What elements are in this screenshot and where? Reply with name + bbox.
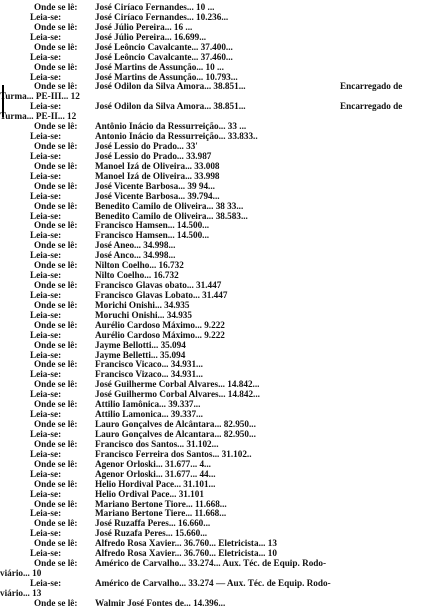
entry-label: Onde se lê: [34, 21, 78, 32]
list-item [0, 548, 439, 558]
entry-text: Américo de Carvalho... 33.274... Aux. Téc. de Equip. Rodo- [95, 558, 327, 569]
entry-text: Francisco Hamsen... 14.500... [95, 230, 210, 241]
list-item [0, 409, 439, 419]
entry-label: Onde se lê: [34, 180, 78, 191]
entry-text: José Lessio do Prado... 33.987 [95, 150, 212, 161]
entry-label: Leia-se: [30, 289, 62, 300]
entry-text: José Júlio Pereira... 16.699... [95, 31, 207, 42]
entry-text: Francisco Glavas obato... 31.447 [95, 280, 222, 291]
continuation-text: viário... 10 [0, 568, 42, 578]
entry-label: Onde se lê: [34, 141, 78, 152]
list-item [0, 141, 439, 151]
list-item [0, 81, 439, 91]
entry-text: José Leôncio Cavalcante... 37.400... [95, 41, 233, 52]
entry-text: José Leôncio Cavalcante... 37.460... [95, 51, 233, 62]
entry-label: Onde se lê: [34, 597, 78, 608]
entry-text: Jayme Belletti... 35.094 [95, 349, 186, 360]
list-item [0, 111, 439, 121]
list-item [0, 439, 439, 449]
list-item [0, 369, 439, 379]
entry-text: José Vicente Barbosa... 39.794... [95, 190, 220, 201]
entry-label: Onde se lê: [34, 299, 78, 310]
entry-text: Attilio Iamônica... 39.337... [95, 399, 201, 410]
entry-text: Francisco Glavas Lobato... 31.447 [95, 289, 228, 300]
entry-label: Onde se lê: [34, 280, 78, 291]
list-item [0, 469, 439, 479]
entry-label: Leia-se: [30, 309, 62, 320]
entry-label: Leia-se: [30, 190, 62, 201]
list-item [0, 389, 439, 399]
list-item [0, 270, 439, 280]
entry-text: Aurélio Cardoso Máximo... 9.222 [95, 329, 225, 340]
entry-label: Leia-se: [30, 170, 62, 181]
list-item [0, 230, 439, 240]
margin-bracket [2, 95, 9, 117]
continuation-text: Turma... PE-III... 12 [0, 91, 80, 102]
entry-text: Helio Hordival Pace... 31.101... [95, 478, 216, 489]
entry-label: Leia-se: [30, 349, 62, 360]
entry-label: Leia-se: [30, 369, 62, 380]
list-item [0, 42, 439, 52]
entry-label: Onde se lê: [34, 41, 78, 52]
list-item [0, 290, 439, 300]
entry-text: Morichi Onishi... 34.935 [95, 299, 190, 310]
entry-text: José Ruzaffa Peres... 16.660... [95, 518, 211, 529]
entry-text: Moruchi Onishi... 34.935 [95, 309, 192, 320]
list-item [0, 588, 439, 598]
entry-label: Onde se lê: [34, 61, 78, 72]
document-page [0, 2, 439, 608]
list-item [0, 62, 439, 72]
continuation-text: viário... 13 [0, 587, 42, 598]
list-item [0, 32, 439, 42]
entry-label: Leia-se: [30, 508, 62, 519]
entry-label: Leia-se: [30, 329, 62, 340]
list-item [0, 429, 439, 439]
entry-label: Leia-se: [30, 488, 62, 499]
entry-label: Leia-se: [30, 131, 62, 142]
entry-text: José Júlio Pereira... 16 ... [95, 21, 193, 32]
entry-label: Leia-se: [30, 230, 62, 241]
entry-label: Onde se lê: [34, 538, 78, 549]
list-item [0, 379, 439, 389]
entry-text: Nilton Coelho... 16.732 [95, 260, 184, 271]
entry-text: Benedito Camilo de Oliveira... 38.583... [95, 210, 248, 221]
entry-label: Onde se lê: [34, 558, 78, 569]
entry-text: José Martins de Assunção... 10 ... [95, 61, 224, 72]
entry-label: Onde se lê: [34, 240, 78, 251]
list-item [0, 12, 439, 22]
entry-text: José Aneo... 34.998... [95, 240, 176, 251]
entry-label: Leia-se: [30, 250, 62, 261]
entry-label: Leia-se: [30, 428, 62, 439]
entry-label: Onde se lê: [34, 458, 78, 469]
entry-label: Onde se lê: [34, 379, 78, 390]
entry-label: Leia-se: [30, 101, 62, 112]
list-item [0, 350, 439, 360]
entry-text: Américo de Carvalho... 33.274 — Aux. Téc. de Equip. Rodo- [95, 577, 331, 588]
list-item [0, 72, 439, 82]
entry-text: José Guilhermo Corbal Alvares... 14.842... [95, 389, 260, 400]
list-item [0, 538, 439, 548]
entry-label: Onde se lê: [34, 319, 78, 330]
list-item [0, 161, 439, 171]
entry-text: Alfredo Rosa Xavier... 36.760... Eletricista... 13 [95, 538, 277, 549]
entry-text: Helio Ordival Pace... 31.101 [95, 488, 204, 499]
entry-label: Onde se lê: [34, 438, 78, 449]
list-item [0, 151, 439, 161]
entry-label: Onde se lê: [34, 2, 78, 12]
list-item [0, 101, 439, 111]
list-item [0, 320, 439, 330]
entry-label: Leia-se: [30, 389, 62, 400]
entry-text: Alfredo Rosa Xavier... 36.760... Eletricista... 10 [95, 548, 277, 559]
entry-label: Onde se lê: [34, 359, 78, 370]
entry-text: Aurélio Cardoso Máximo... 9.222 [95, 319, 225, 330]
entry-label: Onde se lê: [34, 81, 78, 92]
entry-text: Francisco Vizaco... 34.931... [95, 369, 203, 380]
entry-label: Leia-se: [30, 577, 62, 588]
entry-label: Onde se lê: [34, 419, 78, 430]
entry-role: Encarregado de [340, 101, 403, 112]
list-item [0, 121, 439, 131]
list-item [0, 340, 439, 350]
list-item [0, 181, 439, 191]
entry-text: Francisco Hamsen... 14.500... [95, 220, 210, 231]
entry-text: José Guilherme Corbal Alvares... 14.842... [95, 379, 260, 390]
list-item [0, 449, 439, 459]
entry-text: Walmir José Fontes de... 14.396... [95, 597, 226, 608]
entry-text: Mariano Bertone Tiore... 11.668... [95, 498, 227, 509]
entry-text: Agenor Orloski... 31.677... 4... [95, 458, 211, 469]
list-item [0, 419, 439, 429]
entry-label: Leia-se: [30, 71, 62, 82]
entry-label: Onde se lê: [34, 399, 78, 410]
list-item [0, 459, 439, 469]
entry-label: Leia-se: [30, 468, 62, 479]
entry-text: Francisco Ferreira dos Santos... 31.102.. [95, 448, 252, 459]
entry-text: Manoel Izá de Oliveira... 33.998 [95, 170, 220, 181]
entry-label: Leia-se: [30, 548, 62, 559]
entry-label: Leia-se: [30, 448, 62, 459]
entry-text: José Lessio do Prado... 33' [95, 141, 198, 152]
entry-text: Francisco Vicaco... 34.931... [95, 359, 203, 370]
list-item [0, 330, 439, 340]
entry-role: Encarregado de [340, 81, 403, 92]
list-item [0, 250, 439, 260]
entry-label: Onde se lê: [34, 518, 78, 529]
entry-label: Onde se lê: [34, 160, 78, 171]
entry-label: Onde se lê: [34, 121, 78, 132]
list-item [0, 211, 439, 221]
entry-text: José Odilon da Silva Amora... 38.851... [95, 81, 246, 92]
entry-label: Leia-se: [30, 51, 62, 62]
list-item [0, 52, 439, 62]
list-item [0, 201, 439, 211]
list-item [0, 191, 439, 201]
list-item [0, 240, 439, 250]
list-item [0, 598, 439, 608]
entry-label: Leia-se: [30, 210, 62, 221]
entry-text: José Martins de Assunção... 10.793... [95, 71, 238, 82]
list-item [0, 508, 439, 518]
entry-text: José Vicente Barbosa... 39 94... [95, 180, 215, 191]
list-item [0, 260, 439, 270]
entry-label: Leia-se: [30, 528, 62, 539]
entry-text: José Anco... 34.998... [95, 250, 176, 261]
list-item [0, 280, 439, 290]
entry-text: Lauro Gonçalves de Alcântara... 82.950... [95, 419, 256, 430]
entry-text: Mariano Bertone Tiere... 11.668... [95, 508, 227, 519]
list-item [0, 359, 439, 369]
entry-text: Agenor Orloski... 31.677... 44... [95, 468, 216, 479]
entry-label: Onde se lê: [34, 220, 78, 231]
entry-label: Leia-se: [30, 150, 62, 161]
list-item [0, 310, 439, 320]
list-item [0, 399, 439, 409]
entry-text: Lauro Gonçalves de Alcantara... 82.950... [95, 428, 256, 439]
entry-text: Jayme Bellotti... 35.094 [95, 339, 186, 350]
entry-text: Antonio Inácio da Ressurreição... 33.833.. [95, 131, 258, 142]
list-item [0, 91, 439, 101]
list-item [0, 568, 439, 578]
list-item [0, 528, 439, 538]
list-item [0, 220, 439, 230]
entry-label: Leia-se: [30, 270, 62, 281]
entry-text: José Ciríaco Fernandes... 10 ... [95, 2, 215, 12]
list-item [0, 131, 439, 141]
entry-label: Onde se lê: [34, 200, 78, 211]
entry-text: Benedito Camilo de Oliveira... 38 33... [95, 200, 244, 211]
continuation-text: Turma... PE-II... 12 [0, 111, 77, 122]
list-item [0, 300, 439, 310]
entry-label: Onde se lê: [34, 478, 78, 489]
list-item [0, 22, 439, 32]
entry-text: José Ruzafa Peres... 15.660... [95, 528, 208, 539]
list-item [0, 558, 439, 568]
entry-label: Onde se lê: [34, 260, 78, 271]
entry-label: Onde se lê: [34, 339, 78, 350]
list-item [0, 2, 439, 12]
list-item [0, 479, 439, 489]
entry-label: Onde se lê: [34, 498, 78, 509]
list-item [0, 489, 439, 499]
entry-text: Manoel Izá de Oliveira... 33.008 [95, 160, 220, 171]
entry-text: Francisco dos Santos... 31.102... [95, 438, 219, 449]
list-item [0, 578, 439, 588]
entry-text: Attilio Lamonica... 39.337... [95, 409, 203, 420]
entry-label: Leia-se: [30, 31, 62, 42]
list-item [0, 171, 439, 181]
entry-text: José Odilon da Silva Amora... 38.851... [95, 101, 246, 112]
list-item [0, 499, 439, 509]
entry-label: Leia-se: [30, 409, 62, 420]
entry-label: Leia-se: [30, 11, 62, 22]
entry-text: Antônio Inácio da Ressurreição... 33 ... [95, 121, 247, 132]
entry-text: Nilto Coelho... 16.732 [95, 270, 179, 281]
entry-text: José Ciríaco Fernandes... 10.236... [95, 11, 229, 22]
list-item [0, 518, 439, 528]
